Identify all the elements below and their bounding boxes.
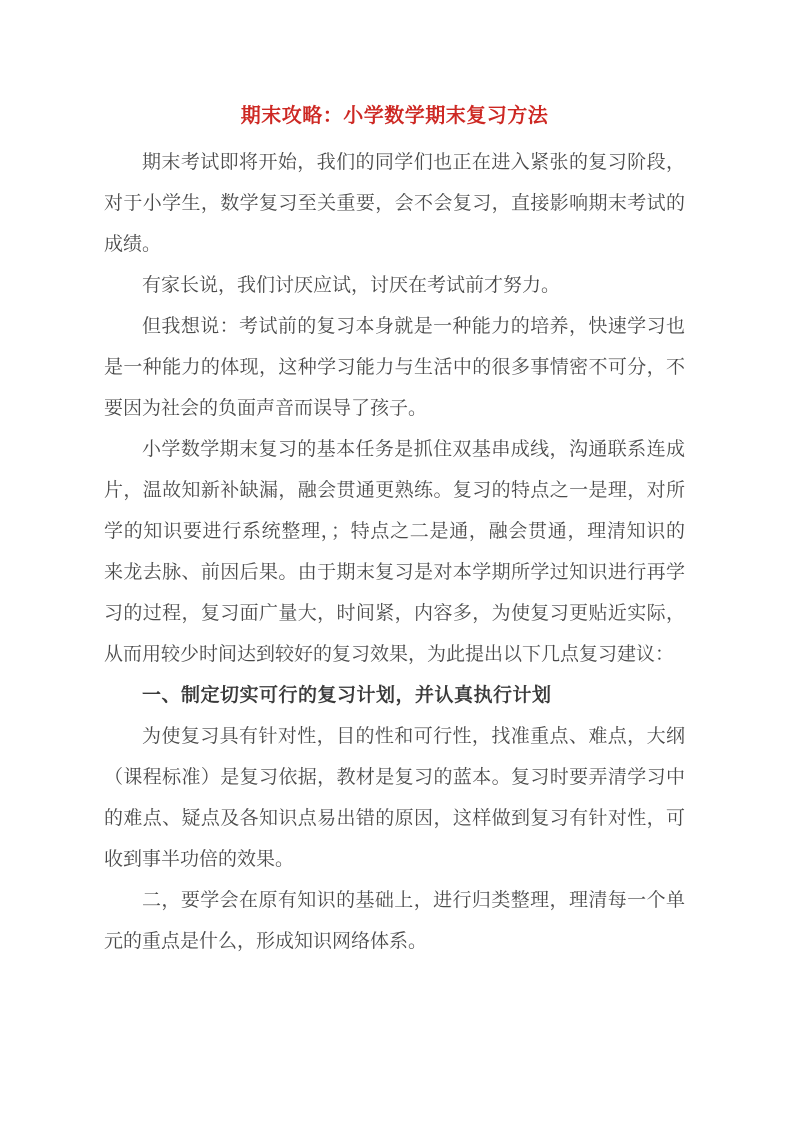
text-line: 的难点、疑点及各知识点易出错的原因，这样做到复习有针对性，可	[104, 808, 685, 829]
text-line: 从而用较少时间达到较好的复习效果，为此提出以下几点复习建议：	[104, 644, 675, 665]
text-line: 二，要学会在原有知识的基础上，进行归类整理，理清每一个单	[142, 890, 685, 911]
text-line: 对于小学生，数学复习至关重要，会不会复习，直接影响期末考试的	[104, 193, 685, 214]
paragraph	[104, 429, 685, 675]
text-line: 元的重点是什么，形成知识网络体系。	[104, 931, 428, 952]
document-title: 期末攻略：小学数学期末复习方法	[240, 105, 549, 127]
paragraph	[104, 306, 685, 429]
text-line: 片，温故知新补缺漏，融会贯通更熟练。复习的特点之一是理，对所	[104, 480, 685, 501]
text-line: 要因为社会的负面声音而误导了孩子。	[104, 398, 428, 419]
text-line: （课程标准）是复习依据，教材是复习的蓝本。复习时要弄清学习中	[104, 767, 685, 788]
text-line: 但我想说：考试前的复习本身就是一种能力的培养，快速学习也	[142, 316, 685, 337]
text-line: 习的过程，复习面广量大，时间紧，内容多，为使复习更贴近实际，	[104, 603, 685, 624]
text-line: 学的知识要进行系统整理，；特点之二是通，融会贯通，理清知识的	[104, 521, 685, 542]
section	[104, 675, 685, 716]
section-heading: 一、制定切实可行的复习计划，并认真执行计划	[142, 685, 552, 706]
paragraph	[104, 265, 685, 306]
paragraph	[104, 142, 685, 265]
text-line: 期末考试即将开始，我们的同学们也正在进入紧张的复习阶段，	[142, 152, 685, 173]
paragraph	[104, 880, 685, 962]
text-line: 成绩。	[104, 234, 162, 255]
text-line: 为使复习具有针对性，目的性和可行性，找准重点、难点，大纲	[142, 726, 685, 747]
paragraph	[104, 716, 685, 880]
text-line: 来龙去脉、前因后果。由于期末复习是对本学期所学过知识进行再学	[104, 562, 685, 583]
text-line: 收到事半功倍的效果。	[104, 849, 295, 870]
text-line: 小学数学期末复习的基本任务是抓住双基串成线，沟通联系连成	[142, 439, 685, 460]
text-line: 有家长说，我们讨厌应试，讨厌在考试前才努力。	[142, 275, 561, 296]
text-line: 是一种能力的体现，这种学习能力与生活中的很多事情密不可分，不	[104, 357, 685, 378]
